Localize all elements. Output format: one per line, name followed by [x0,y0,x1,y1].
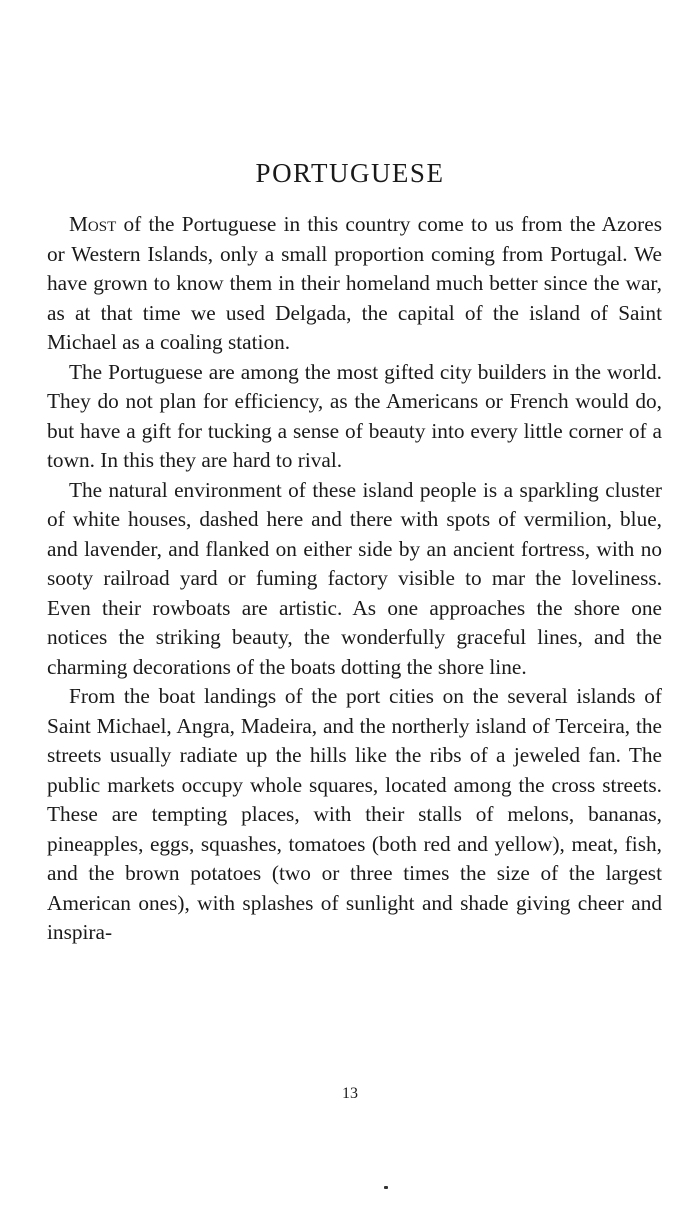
paragraph-text: The Portuguese are among the most gifted city builders in the world. They do not plan for efficiency, as the Americans or French would do, but have a gift for tucking a sense of beauty into every little corner of a town. In this they are hard to rival. [47,359,662,472]
paragraph-3 [47,476,662,683]
paragraph-2 [47,358,662,476]
paragraph-4 [47,682,662,948]
paragraph-1 [47,210,662,358]
print-speck [384,1186,388,1189]
paragraph-text: From the boat landings of the port cities on the several islands of Saint Michael, Angra, Madeira, and the northerly island of Terceira, the streets usually radiate up the hills like the ribs of a jeweled fan. The public markets occupy whole squares, located among the cross streets. These are tempting places, with their stalls of melons, bananas, pineapples, eggs, squashes, tomatoes (both red and yellow), meat, fish, and the brown potatoes (two or three times the size of the largest American ones), with splashes of sunlight and shade giving cheer and inspira- [47,684,662,944]
chapter-body [47,210,662,948]
paragraph-text: of the Portuguese in this country come to us from the Azores or Western Islands, only a small proportion coming from Portugal. We have grown to know them in their homeland much better since the war, as at that time we used Delgada, the capital of the island of Saint Michael as a coaling station. [47,212,662,354]
chapter-title: PORTUGUESE [255,158,445,188]
page-number: 13 [342,1085,358,1102]
paragraph-text: The natural environment of these island people is a sparkling cluster of white houses, dashed here and there with spots of vermilion, blue, and lavender, and flanked on either side by an ancient fortress, with no sooty railroad yard or fuming factory visible to mar the loveliness. Even their rowboats are artistic. As one approaches the shore one notices the striking beauty, the wonderfully graceful lines, and the charming decorations of the boats dotting the shore line. [47,477,662,679]
paragraph-lead-word: Most [69,212,117,236]
